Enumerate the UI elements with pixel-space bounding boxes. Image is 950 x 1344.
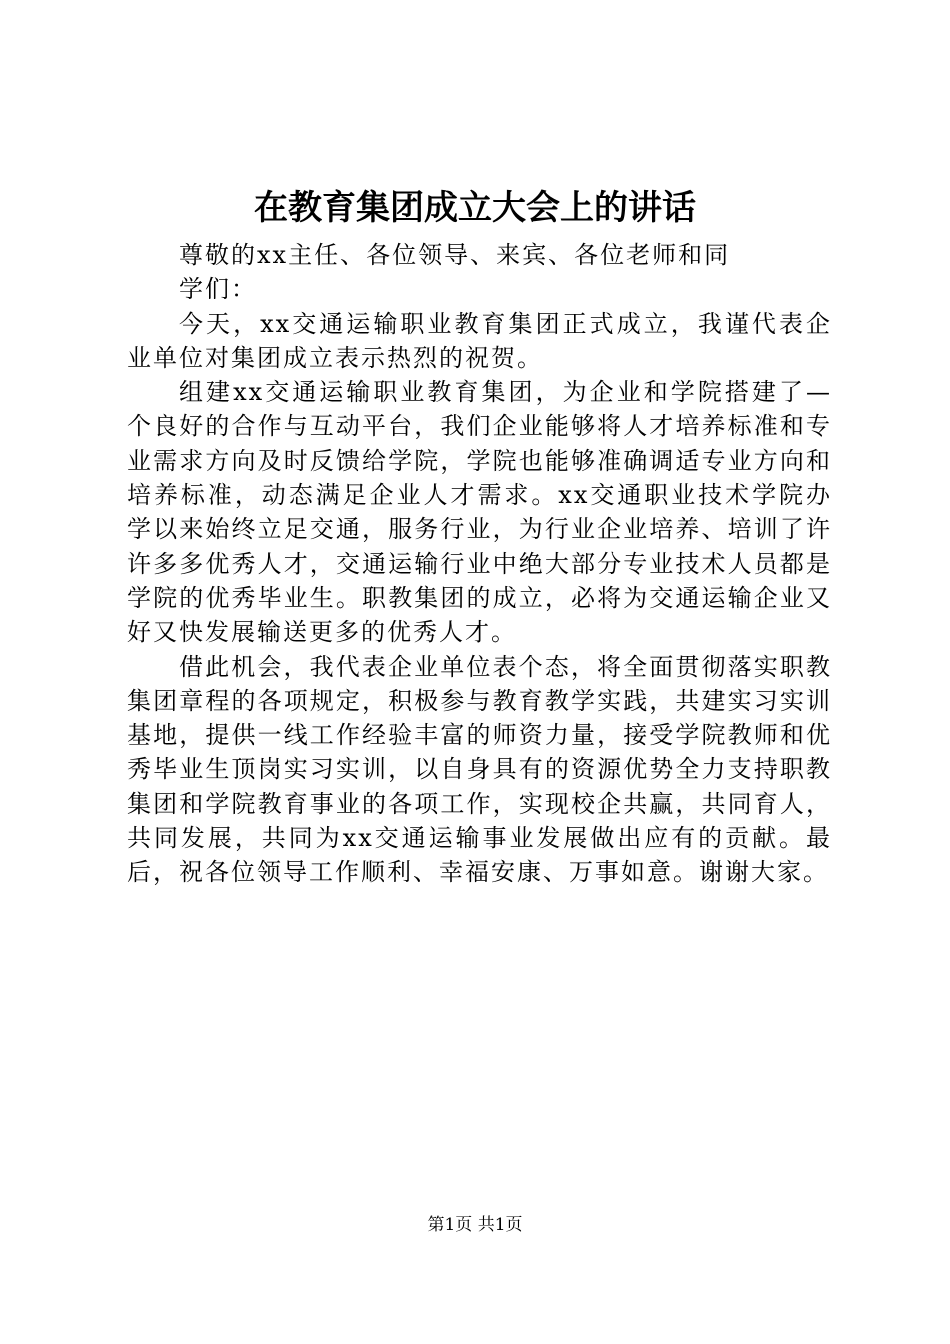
document-body [127, 238, 832, 890]
paragraph-1: 今天，xx交通运输职业教育集团正式成立，我谨代表企业单位对集团成立表示热烈的祝贺。 [127, 309, 832, 372]
page-number-footer: 第1页 共1页 [427, 1215, 523, 1235]
paragraph-3: 借此机会，我代表企业单位表个态，将全面贯彻落实职教集团章程的各项规定，积极参与教育教学实践，共建实习实训基地，提供一线工作经验丰富的师资力量，接受学院教师和优秀毕业生顶岗实习实训，以自身具有的资源优势全力支持职教集团和学院教育事业的各项工作，实现校企共赢，共同育人，共同发展，共同为xx交通运输事业发展做出应有的贡献。最后，祝各位领导工作顺利、幸福安康、万事如意。谢谢大家。 [127, 652, 832, 887]
document-title: 在教育集团成立大会上的讲话 [254, 188, 696, 228]
paragraph-2: 组建xx交通运输职业教育集团，为企业和学院搭建了—个良好的合作与互动平台，我们企业能够将人才培养标准和专业需求方向及时反馈给学院，学院也能够准确调适专业方向和培养标准，动态满足企业人才需求。xx交通职业技术学院办学以来始终立足交通，服务行业，为行业企业培养、培训了许许多多优秀人才，交通运输行业中绝大部分专业技术人员都是学院的优秀毕业生。职教集团的成立，必将为交通运输企业又好又快发展输送更多的优秀人才。 [127, 378, 832, 647]
salutation: 尊敬的xx主任、各位领导、来宾、各位老师和同学们： [179, 241, 731, 304]
